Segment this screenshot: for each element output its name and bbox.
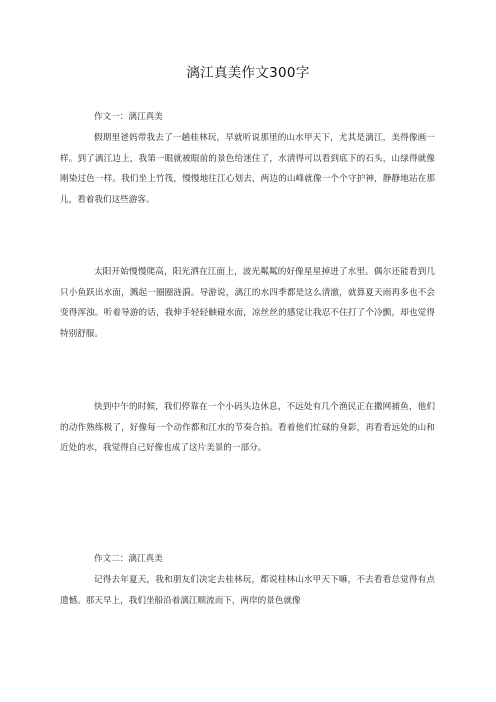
paragraph: 记得去年夏天，我和朋友们决定去桂林玩，都说桂林山水甲天下嘛，不去看看总觉得有点遗憾。那天早上，我们坐船沿着漓江顺流而下，两岸的景色就像 — [60, 575, 435, 606]
paragraph: 快到中午的时候，我们停靠在一个小码头边休息，不远处有几个渔民正在撒网捕鱼，他们的动作熟练极了，好像每一个动作都和江水的节奏合拍。看着他们忙碌的身影，再看看远处的山和近处的水，我觉得自己好像也成了这片美景的一部分。 — [60, 402, 435, 453]
paragraph: 假期里爸妈带我去了一趟桂林玩，早就听说那里的山水甲天下，尤其是漓江，美得像画一样。到了漓江边上，我第一眼就被眼前的景色给迷住了，水清得可以看到底下的石头，山绿得就像刚染过色一样。我们坐上竹筏，慢慢地往江心划去，两边的山峰就像一个个守护神，静静地站在那儿，看着我们这些游客。 — [60, 133, 435, 205]
section-heading: 作文二：漓江真美 — [94, 554, 163, 564]
section-heading: 作文一：漓江真美 — [94, 112, 163, 122]
document-title: 漓江真美作文300字 — [186, 65, 310, 81]
paragraph: 太阳开始慢慢爬高，阳光洒在江面上，波光粼粼的好像星星掉进了水里。偶尔还能看到几只小鱼跃出水面，溅起一圈圈涟漪。导游说，漓江的水四季都是这么清澈，就算夏天雨再多也不会变得浑浊。听着导游的话，我伸手轻轻触碰水面，凉丝丝的感觉让我忍不住打了个冷颤，却也觉得特别舒服。 — [60, 267, 435, 339]
